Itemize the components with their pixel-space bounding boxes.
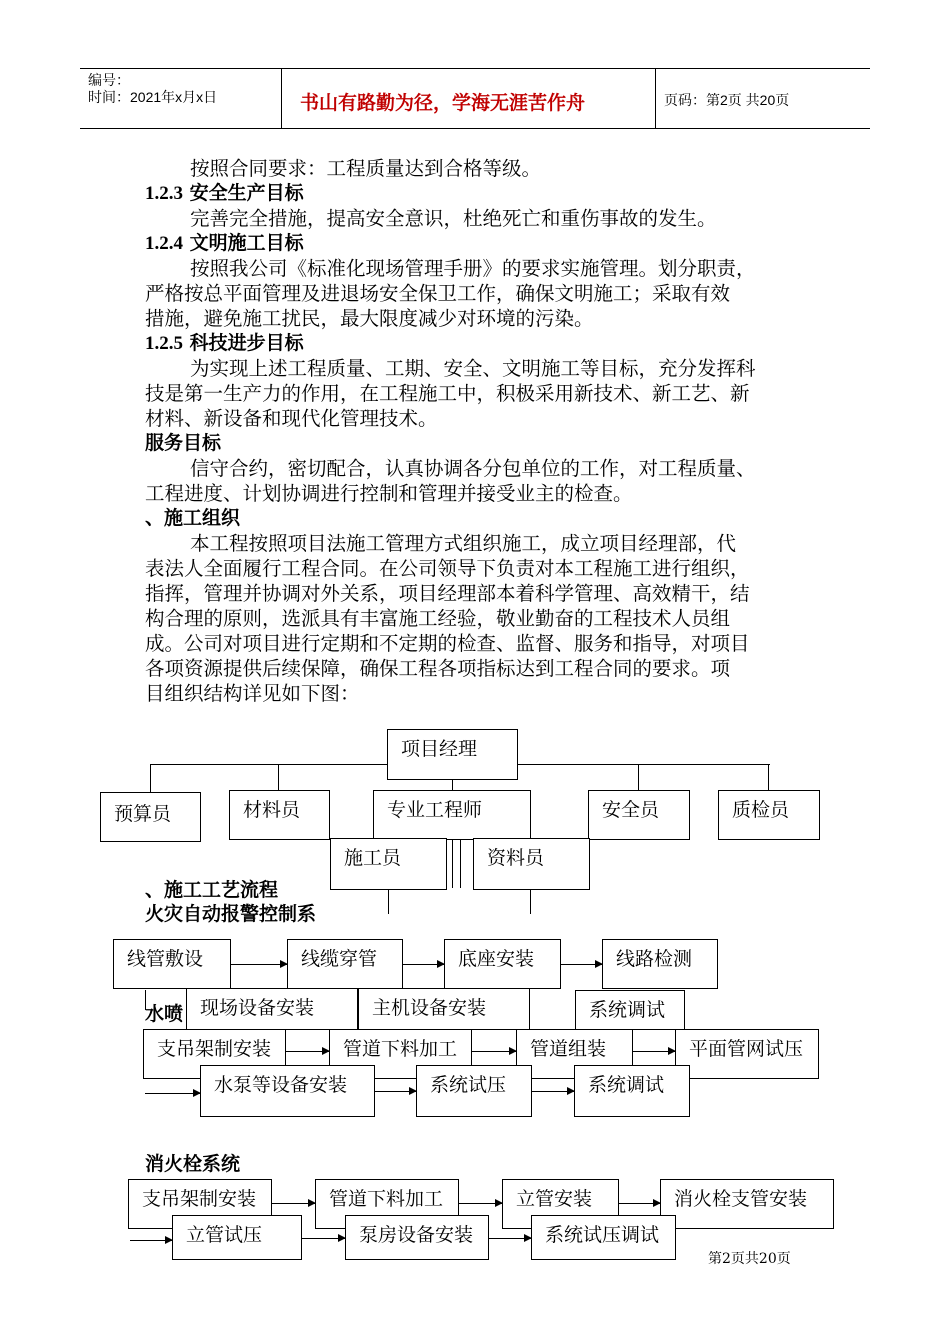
paragraph-civilized-line2: 严格按总平面管理及进退场安全保卫工作，确保文明施工；采取有效 bbox=[145, 282, 731, 305]
paragraph-safety: 完善完全措施，提高安全意识，杜绝死亡和重伤事故的发生。 bbox=[190, 207, 717, 230]
flow-step: 线管敷设 bbox=[113, 939, 231, 989]
flow-arrow bbox=[130, 1240, 172, 1241]
heading-tech-goal bbox=[145, 331, 304, 356]
heading-service-goal: 服务目标 bbox=[145, 432, 222, 454]
flow-step: 主机设备安装 bbox=[358, 988, 530, 1030]
flow-step: 支吊架制安装 bbox=[143, 1029, 286, 1079]
flow-step: 泵房设备安装 bbox=[345, 1215, 489, 1260]
heading-process-flow: 、施工工艺流程 bbox=[145, 879, 279, 901]
flow-step: 系统调试 bbox=[574, 1065, 690, 1117]
page-footer: 第2页共20页 bbox=[708, 1251, 791, 1267]
heading-civilized-goal bbox=[145, 231, 304, 256]
paragraph-org-line4: 构合理的原则，选派具有丰富施工经验，敬业勤奋的工程技术人员组 bbox=[145, 607, 731, 630]
org-box-constructor: 施工员 bbox=[330, 838, 447, 890]
paragraph-org-line6: 各项资源提供后续保障，确保工程各项指标达到工程合同的要求。项 bbox=[145, 657, 731, 680]
flow-step: 系统调试 bbox=[575, 990, 685, 1030]
flow-arrow bbox=[231, 964, 287, 965]
paragraph-service-line2: 工程进度、计划协调进行控制和管理并接受业主的检查。 bbox=[145, 482, 633, 505]
heading-fire-alarm: 火灾自动报警控制系 bbox=[145, 903, 317, 925]
header-page-info: 页码：第2页 共20页 bbox=[664, 92, 790, 108]
heading-safety-goal bbox=[145, 181, 304, 206]
flow-arrow bbox=[272, 1203, 315, 1204]
flow-step: 系统试压 bbox=[416, 1065, 532, 1117]
flow-arrow bbox=[619, 1203, 660, 1204]
flow-step: 管道下料加工 bbox=[329, 1029, 472, 1079]
heading-title: 科技进步目标 bbox=[189, 332, 304, 354]
org-connector-down bbox=[388, 890, 389, 914]
heading-hydrant: 消火栓系统 bbox=[145, 1153, 241, 1175]
paragraph-tech-line3: 材料、新设备和现代化管理技术。 bbox=[145, 407, 438, 430]
org-connector-sub bbox=[452, 838, 453, 888]
org-connector-safety bbox=[638, 764, 639, 790]
flow-step: 现场设备安装 bbox=[186, 988, 358, 1030]
header-divider-right bbox=[655, 68, 656, 128]
header-code: 编号： bbox=[88, 72, 130, 88]
org-connector-sub2 bbox=[460, 838, 461, 888]
header-motto: 书山有路勤为径，学海无涯苦作舟 bbox=[300, 92, 586, 114]
paragraph-tech-line1: 为实现上述工程质量、工期、安全、文明施工等目标，充分发挥科 bbox=[190, 357, 756, 380]
paragraph-org-line2: 表法人全面履行工程合同。在公司领导下负责对本工程施工进行组织， bbox=[145, 557, 750, 580]
flow-arrow bbox=[472, 1051, 516, 1052]
flow-arrow bbox=[561, 964, 602, 965]
flow-arrow bbox=[489, 1238, 531, 1239]
flow-step: 管道下料加工 bbox=[315, 1179, 459, 1229]
org-connector-budget bbox=[150, 764, 151, 792]
paragraph-org-line5: 成。公司对项目进行定期和不定期的检查、监督、服务和指导，对项目 bbox=[145, 632, 750, 655]
paragraph-org-line1: 本工程按照项目法施工管理方式组织施工，成立项目经理部，代 bbox=[190, 532, 737, 555]
flow-arrow bbox=[286, 1051, 329, 1052]
heading-title: 安全生产目标 bbox=[189, 182, 304, 204]
flow-step: 系统试压调试 bbox=[531, 1215, 676, 1260]
flow-step: 支吊架制安装 bbox=[128, 1179, 272, 1229]
flow-step: 立管安装 bbox=[502, 1179, 619, 1229]
flow-step: 管道组装 bbox=[516, 1029, 633, 1079]
flow-arrow bbox=[145, 1093, 200, 1094]
paragraph-civilized-line3: 措施，避免施工扰民，最大限度减少对环境的污染。 bbox=[145, 307, 594, 330]
org-box-quality: 质检员 bbox=[718, 790, 820, 840]
org-box-safety: 安全员 bbox=[588, 790, 690, 840]
flow-step: 消火栓支管安装 bbox=[660, 1179, 834, 1229]
flow-step: 底座安装 bbox=[444, 939, 561, 989]
flow-step: 线路检测 bbox=[602, 939, 718, 989]
flow-step: 立管试压 bbox=[172, 1215, 302, 1260]
heading-number: 1.2.3 bbox=[145, 183, 183, 204]
header-top-rule bbox=[80, 68, 870, 69]
heading-title: 文明施工目标 bbox=[189, 232, 304, 254]
heading-number: 1.2.4 bbox=[145, 233, 183, 254]
flow-arrow bbox=[532, 1091, 574, 1092]
paragraph-quality: 按照合同要求：工程质量达到合格等级。 bbox=[190, 157, 542, 180]
header-time: 时间：2021年x月x日 bbox=[88, 89, 218, 105]
paragraph-civilized-line1: 按照我公司《标准化现场管理手册》的要求实施管理。划分职责， bbox=[190, 257, 756, 280]
paragraph-service-line1: 信守合约，密切配合，认真协调各分包单位的工作，对工程质量、 bbox=[190, 457, 756, 480]
org-connector-quality bbox=[768, 764, 769, 790]
paragraph-org-line3: 指挥，管理并协调对外关系，项目经理部本着科学管理、高效精干，结 bbox=[145, 582, 750, 605]
org-box-material: 材料员 bbox=[229, 790, 330, 840]
flow-arrow bbox=[302, 1238, 345, 1239]
flow-arrow bbox=[375, 1091, 416, 1092]
flow-arrow bbox=[459, 1203, 502, 1204]
paragraph-tech-line2: 技是第一生产力的作用，在工程施工中，积极采用新技术、新工艺、新 bbox=[145, 382, 750, 405]
header-bottom-rule bbox=[80, 128, 870, 129]
heading-organization: 、施工组织 bbox=[145, 507, 241, 529]
flow-arrow bbox=[633, 1051, 675, 1052]
paragraph-org-line7: 目组织结构详见如下图： bbox=[145, 682, 360, 705]
heading-number: 1.2.5 bbox=[145, 333, 183, 354]
header-divider-left bbox=[281, 68, 282, 128]
flow-step: 线缆穿管 bbox=[287, 939, 403, 989]
org-box-engineer: 专业工程师 bbox=[373, 790, 531, 840]
org-box-budget: 预算员 bbox=[100, 792, 201, 842]
org-connector-down2 bbox=[530, 890, 531, 914]
org-box-manager: 项目经理 bbox=[387, 729, 518, 780]
org-box-documents: 资料员 bbox=[473, 838, 590, 890]
flow-arrow bbox=[403, 964, 444, 965]
org-connector-material bbox=[278, 764, 279, 790]
flow-step: 水泵等设备安装 bbox=[200, 1065, 375, 1117]
heading-sprinkler: 水喷 bbox=[145, 1003, 184, 1025]
flow-step: 平面管网试压 bbox=[675, 1029, 819, 1079]
